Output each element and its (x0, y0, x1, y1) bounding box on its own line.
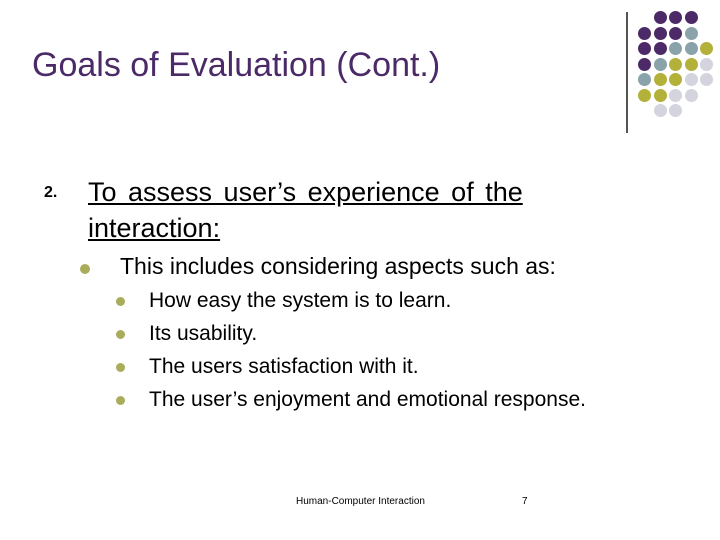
item-number: 2. (44, 184, 58, 201)
decorative-dot (700, 73, 713, 86)
decorative-dot (685, 73, 698, 86)
decorative-dot (654, 89, 667, 102)
aspect-item: Its usability. (149, 322, 258, 345)
decorative-dot (685, 42, 698, 55)
decorative-dot (654, 58, 667, 71)
aspect-item: The users satisfaction with it. (149, 355, 419, 378)
decorative-dot (669, 11, 682, 24)
decorative-dot (654, 73, 667, 86)
decorative-dot (654, 11, 667, 24)
decorative-dot (669, 104, 682, 117)
decorative-dot (669, 58, 682, 71)
decorative-dot (638, 89, 651, 102)
aspect-item: How easy the system is to learn. (149, 289, 452, 312)
bullet-icon (80, 264, 90, 274)
decorative-dot (669, 89, 682, 102)
item-heading: To assess user’s experience of the interaction: (88, 177, 523, 243)
bullet-icon (116, 297, 125, 306)
decorative-dot (685, 89, 698, 102)
decorative-dot (685, 11, 698, 24)
footer-course: Human-Computer Interaction (296, 496, 425, 507)
divider-line (626, 12, 628, 133)
decorative-dot (638, 73, 651, 86)
decorative-dot (654, 27, 667, 40)
bullet-icon (116, 363, 125, 372)
decorative-dot (638, 42, 651, 55)
decorative-dot (700, 42, 713, 55)
bullet-icon (116, 396, 125, 405)
decorative-dot (654, 104, 667, 117)
aspect-item: The user’s enjoyment and emotional response. (149, 388, 586, 411)
decorative-dot (669, 27, 682, 40)
bullet-icon (116, 330, 125, 339)
decorative-dot (638, 27, 651, 40)
decorative-dot (669, 42, 682, 55)
decorative-dot (654, 42, 667, 55)
decorative-dot (685, 27, 698, 40)
decorative-dot (669, 73, 682, 86)
decorative-dot (685, 58, 698, 71)
footer-page-number: 7 (522, 496, 528, 507)
subpoint-text: This includes considering aspects such as: (120, 253, 556, 279)
slide-title: Goals of Evaluation (Cont.) (32, 46, 441, 84)
decorative-dot (700, 58, 713, 71)
decorative-dot (638, 58, 651, 71)
